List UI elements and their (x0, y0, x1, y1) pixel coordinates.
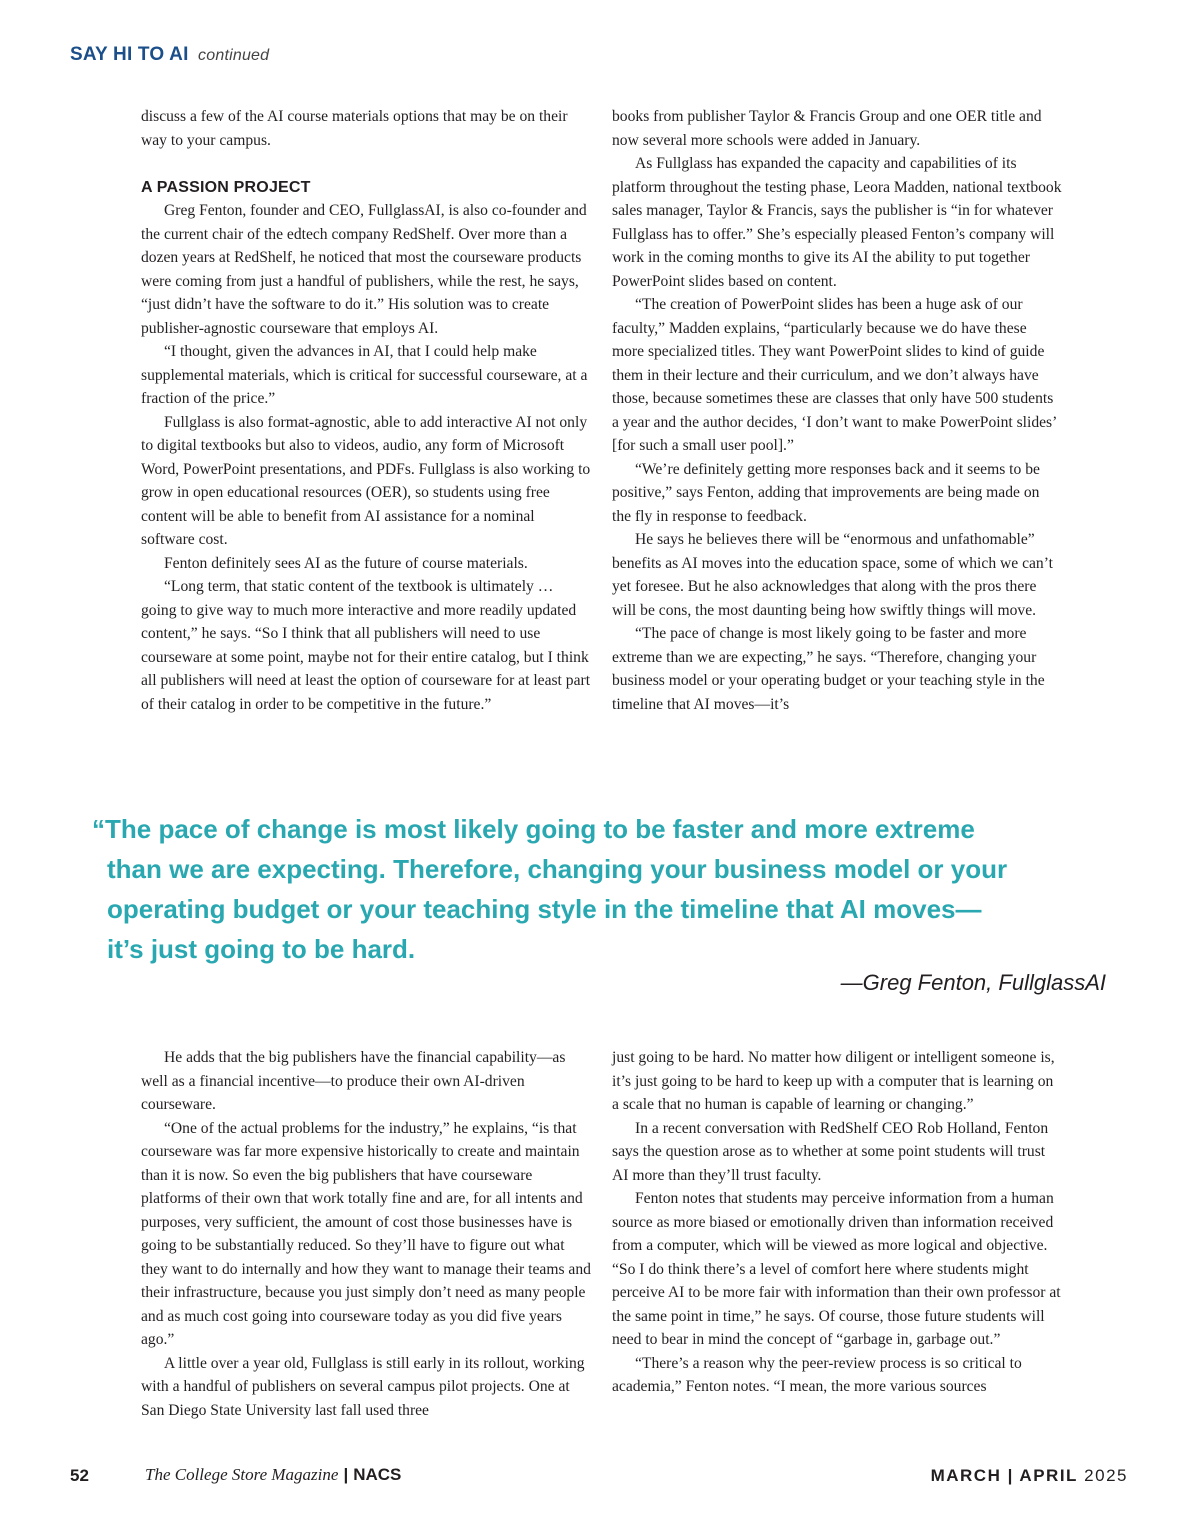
page-number: 52 (70, 1466, 89, 1485)
paragraph: “The creation of PowerPoint slides has been a huge ask of our faculty,” Madden explains, “particularly because we do have these more specialized titles. They want PowerPoint slides to kind of guide them in their lecture and their curriculum, and we don’t always have those, because sometimes these are classes that only have 500 students a year and the author decides, ‘I don’t want to make PowerPoint slides’ [for such a small user pool].” (612, 296, 1057, 454)
paragraph: In a recent conversation with RedShelf CEO Rob Holland, Fenton says the question arose as to whether at some point students will trust AI more than they’ll trust faculty. (612, 1119, 1049, 1184)
paragraph: As Fullglass has expanded the capacity and capabilities of its platform throughout the testing phase, Leora Madden, national textbook sales manager, Taylor & Francis, says the publisher is “in for whatever Fullglass has to offer.” She’s especially pleased Fenton’s company will work in the coming months to give its AI the ability to put together PowerPoint slides based on content. (612, 155, 1062, 290)
paragraph: He adds that the big publishers have the financial capability—as well as a financial incentive—to produce their own AI-driven courseware. (141, 1049, 566, 1113)
paragraph: “We’re definitely getting more responses back and it seems to be positive,” says Fenton, adding that improvements are being made on the fly in response to feedback. (612, 460, 1040, 525)
paragraph: Fenton notes that students may perceive information from a human source as more biased or emotionally driven than information received from a computer, which will be viewed as more logical and objective. “So I do think there’s a level of comfort here where students might perceive AI to be more fair with information than their own professor at the same point in time,” he says. Of course, those future students will need to bear in mind the concept of “garbage in, garbage out.” (612, 1190, 1061, 1348)
paragraph: Fullglass is also format-agnostic, able to add interactive AI not only to digital textbooks but also to videos, audio, any form of Microsoft Word, PowerPoint presentations, and PDFs. Fullglass is also working to grow in open educational resources (OER), so students using free content will be able to benefit from AI assistance for a nominal software cost. (141, 413, 591, 548)
magazine-name (145, 1465, 401, 1485)
paragraph: books from publisher Taylor & Francis Group and one OER title and now several more schools were added in January. (612, 108, 1042, 149)
page-footer (70, 1466, 1128, 1492)
paragraph: A little over a year old, Fullglass is still early in its rollout, working with a handful of publishers on several campus pilot projects. One at San Diego State University last fall used three (141, 1354, 585, 1419)
pull-quote (92, 809, 1052, 969)
issue-date (931, 1466, 1128, 1486)
paragraph: “The pace of change is most likely going to be faster and more extreme than we are expecting,” he says. “Therefore, changing your business model or your operating budget or your teaching style in the timeline that AI moves—it’s (612, 625, 1045, 713)
paragraph: “There’s a reason why the peer-review process is so critical to academia,” Fenton notes. “I mean, the more various sources (612, 1354, 1022, 1395)
subheading: A PASSION PROJECT (141, 178, 311, 196)
paragraph: discuss a few of the AI course materials options that may be on their way to your campus. (141, 108, 568, 149)
issue-year: 2025 (1084, 1466, 1128, 1485)
paragraph: Greg Fenton, founder and CEO, FullglassAI, is also co-founder and the current chair of the edtech company RedShelf. Over more than a dozen years at RedShelf, he noticed that most the courseware products were coming from just a handful of publishers, while the rest, he says, “just didn’t have the software to do it.” His solution was to create publisher-agnostic courseware that employs AI. (141, 202, 587, 337)
pull-quote-line: than we are expecting. Therefore, changing your business model or your (107, 854, 1008, 884)
paragraph: just going to be hard. No matter how diligent or intelligent someone is, it’s just going to be hard to keep up with a computer that is learning on a scale that no human is capable of learning or changing.” (612, 1049, 1055, 1113)
continued-label: continued (198, 47, 270, 64)
article-column-2 (612, 105, 1062, 716)
pull-quote-line: “The pace of change is most likely going to be faster and more extreme (92, 814, 975, 844)
pull-quote-line: it’s just going to be hard. (107, 934, 416, 964)
section-header (70, 44, 269, 66)
pull-quote-line: operating budget or your teaching style in the timeline that AI moves— (107, 894, 982, 924)
magazine-title: The College Store Magazine (145, 1465, 339, 1484)
paragraph: “I thought, given the advances in AI, that I could help make supplemental materials, which is critical for successful courseware, at a fraction of the price.” (141, 343, 588, 407)
article-column-4 (612, 1046, 1062, 1399)
paragraph: “Long term, that static content of the textbook is ultimately … going to give way to much more interactive and more readily updated content,” he says. “So I think that all publishers will need to use courseware at some point, maybe not for their entire catalog, but I think all publishers will need at least the option of courseware for at least part of their catalog in order to be competitive in the future.” (141, 578, 591, 713)
organization-name: NACS (353, 1465, 402, 1484)
article-column-1 (141, 105, 591, 716)
paragraph: He says he believes there will be “enormous and unfathomable” benefits as AI moves into the education space, some of which we can’t yet foresee. But he also acknowledges that along with the pros there will be cons, the most daunting being how swiftly things will move. (612, 531, 1053, 619)
section-title: SAY HI TO AI (70, 44, 189, 65)
pull-quote-attribution: —Greg Fenton, FullglassAI (840, 970, 1106, 995)
issue-months: MARCH | APRIL (930, 1466, 1078, 1485)
footer-separator: | (343, 1465, 349, 1484)
paragraph: Fenton definitely sees AI as the future of course materials. (164, 554, 528, 572)
paragraph: “One of the actual problems for the industry,” he explains, “is that courseware was far more expensive historically to create and maintain than it is now. So even the big publishers that have courseware platforms of their own that work totally fine and are, for all intents and purposes, very sufficient, the amount of cost those businesses have is going to be substantially reduced. So they’ll have to figure out what they want to do internally and how they want to manage their teams and their infrastructure, because you just simply don’t need as many people and as much cost going into courseware today as you did five years ago.” (141, 1119, 591, 1348)
article-column-3 (141, 1046, 591, 1422)
